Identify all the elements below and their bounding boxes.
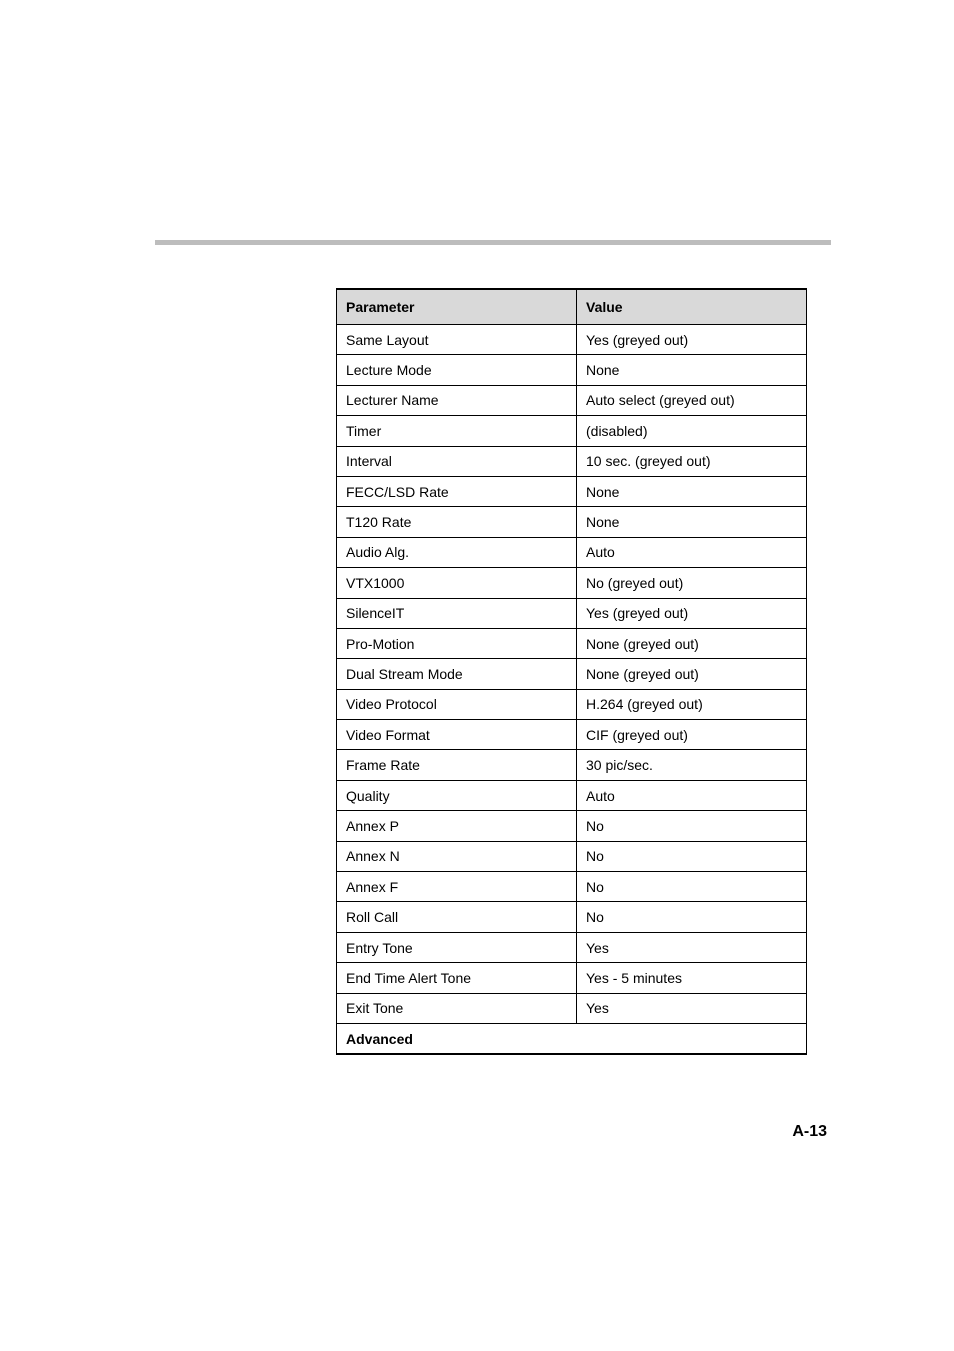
section-row-advanced (337, 1023, 807, 1054)
table-row (337, 598, 807, 628)
table-row (337, 568, 807, 598)
cell-parameter: Lecture Mode (337, 355, 577, 385)
table-row (337, 628, 807, 658)
cell-parameter: Annex N (337, 841, 577, 871)
cell-parameter: Pro-Motion (337, 628, 577, 658)
cell-value: H.264 (greyed out) (577, 689, 807, 719)
header-value: Value (577, 289, 807, 325)
page-number: A-13 (792, 1123, 827, 1140)
cell-parameter: End Time Alert Tone (337, 963, 577, 993)
header-rule (155, 240, 831, 245)
cell-parameter: Annex P (337, 811, 577, 841)
cell-parameter: Entry Tone (337, 932, 577, 962)
table-row (337, 872, 807, 902)
table-row (337, 780, 807, 810)
table-row (337, 993, 807, 1023)
cell-parameter: Annex F (337, 872, 577, 902)
cell-parameter: Video Format (337, 720, 577, 750)
cell-value: None (577, 355, 807, 385)
table-row (337, 689, 807, 719)
cell-parameter: Exit Tone (337, 993, 577, 1023)
cell-parameter: Timer (337, 416, 577, 446)
cell-value: Auto select (greyed out) (577, 385, 807, 415)
cell-parameter: Video Protocol (337, 689, 577, 719)
header-parameter: Parameter (337, 289, 577, 325)
table-row (337, 355, 807, 385)
table-row (337, 932, 807, 962)
table-row (337, 963, 807, 993)
table-row (337, 507, 807, 537)
table-row (337, 476, 807, 506)
table-row (337, 720, 807, 750)
cell-parameter: Interval (337, 446, 577, 476)
table-row (337, 416, 807, 446)
cell-value: No (577, 841, 807, 871)
cell-value: None (greyed out) (577, 628, 807, 658)
table-body (337, 325, 807, 1055)
cell-parameter: Lecturer Name (337, 385, 577, 415)
cell-parameter: Dual Stream Mode (337, 659, 577, 689)
cell-parameter: SilenceIT (337, 598, 577, 628)
cell-parameter: Frame Rate (337, 750, 577, 780)
table-row (337, 325, 807, 355)
cell-parameter: Audio Alg. (337, 537, 577, 567)
table-row (337, 659, 807, 689)
parameters-table (336, 288, 807, 1055)
cell-value: 30 pic/sec. (577, 750, 807, 780)
cell-value: Yes (577, 993, 807, 1023)
cell-value: No (greyed out) (577, 568, 807, 598)
section-label-advanced: Advanced (337, 1023, 807, 1054)
table-row (337, 902, 807, 932)
cell-value: No (577, 902, 807, 932)
cell-parameter: Quality (337, 780, 577, 810)
cell-parameter: T120 Rate (337, 507, 577, 537)
table-row (337, 537, 807, 567)
cell-parameter: FECC/LSD Rate (337, 476, 577, 506)
cell-value: None (577, 476, 807, 506)
cell-value: Yes (greyed out) (577, 325, 807, 355)
table-header-row (337, 289, 807, 325)
cell-parameter: Same Layout (337, 325, 577, 355)
cell-parameter: VTX1000 (337, 568, 577, 598)
cell-value: Yes - 5 minutes (577, 963, 807, 993)
cell-value: Auto (577, 537, 807, 567)
cell-value: CIF (greyed out) (577, 720, 807, 750)
table-row (337, 446, 807, 476)
cell-value: No (577, 811, 807, 841)
cell-value: (disabled) (577, 416, 807, 446)
cell-value: Yes (577, 932, 807, 962)
cell-value: No (577, 872, 807, 902)
cell-value: Auto (577, 780, 807, 810)
cell-value: None (577, 507, 807, 537)
cell-value: None (greyed out) (577, 659, 807, 689)
table-row (337, 385, 807, 415)
cell-value: Yes (greyed out) (577, 598, 807, 628)
cell-value: 10 sec. (greyed out) (577, 446, 807, 476)
cell-parameter: Roll Call (337, 902, 577, 932)
table-row (337, 811, 807, 841)
table-row (337, 841, 807, 871)
table-row (337, 750, 807, 780)
